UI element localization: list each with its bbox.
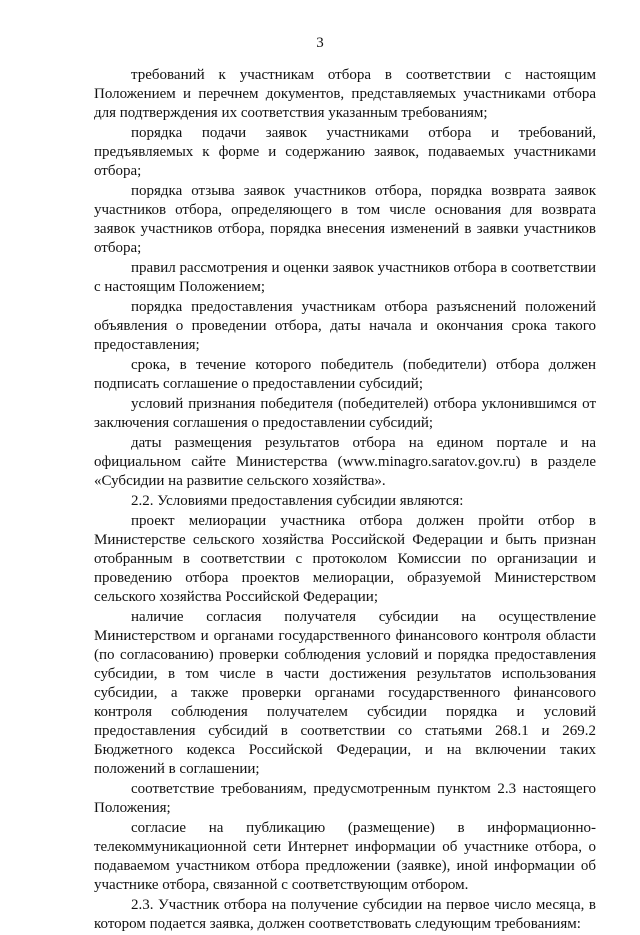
paragraph: проект мелиорации участника отбора должен пройти отбор в Министерстве сельского хозяйства Российской Федерации и быть признан отобранным в соответствии с протоколом Комиссии по организации и проведению отбора проектов мелиорации, образуемой Министерством сельского хозяйства Российской Федерации; [94,513,596,605]
paragraph: порядка предоставления участникам отбора разъяснений положений объявления о проведении отбора, даты начала и окончания срока такого предоставления; [94,299,596,353]
paragraph: порядка подачи заявок участниками отбора и требований, предъявляемых к форме и содержанию заявок, подаваемых участниками отбора; [94,125,596,179]
section-heading: 2.2. Условиями предоставления субсидии являются: [131,493,464,509]
paragraph: правил рассмотрения и оценки заявок участников отбора в соответствии с настоящим Положением; [94,260,596,295]
page-number: 3 [316,35,324,51]
paragraph: условий признания победителя (победителей) отбора уклонившимся от заключения соглашения о предоставлении субсидий; [94,396,596,431]
paragraph: порядка отзыва заявок участников отбора, порядка возврата заявок участников отбора, определяющего в том числе основания для возврата заявок участников отбора, порядка внесения изменений в заявки участников отбора; [94,183,596,256]
paragraph: наличие согласия получателя субсидии на осуществление Министерством и органами государственного финансового контроля области (по согласованию) проверки соблюдения условий и порядка предоставления субсидии, в том числе в части достижения результатов использования субсидии, а также проверки органами государственного финансового контроля соблюдения получателем субсидии порядка и условий предоставления субсидий в соответствии со статьями 268.1 и 269.2 Бюджетного кодекса Российской Федерации, и на включении таких положений в соглашении; [94,609,596,777]
document-body [94,66,596,935]
paragraph: согласие на публикацию (размещение) в информационно-телекоммуникационной сети Интернет информации об участнике отбора, о подаваемом участником отбора предложении (заявке), иной информации об участнике отбора, связанной с соответствующим отбором. [94,820,596,893]
paragraph: требований к участникам отбора в соответствии с настоящим Положением и перечнем документов, представляемых участниками отбора для подтверждения их соответствия указанным требованиям; [94,67,596,121]
paragraph: 2.3. Участник отбора на получение субсидии на первое число месяца, в котором подается заявка, должен соответствовать следующим требованиям: [94,897,596,932]
paragraph: даты размещения результатов отбора на едином портале и на официальном сайте Министерства (www.minagro.saratov.gov.ru) в разделе «Субсидии на развитие сельского хозяйства». [94,435,596,489]
paragraph: соответствие требованиям, предусмотренным пунктом 2.3 настоящего Положения; [94,781,596,816]
paragraph: срока, в течение которого победитель (победители) отбора должен подписать соглашение о предоставлении субсидий; [94,357,596,392]
